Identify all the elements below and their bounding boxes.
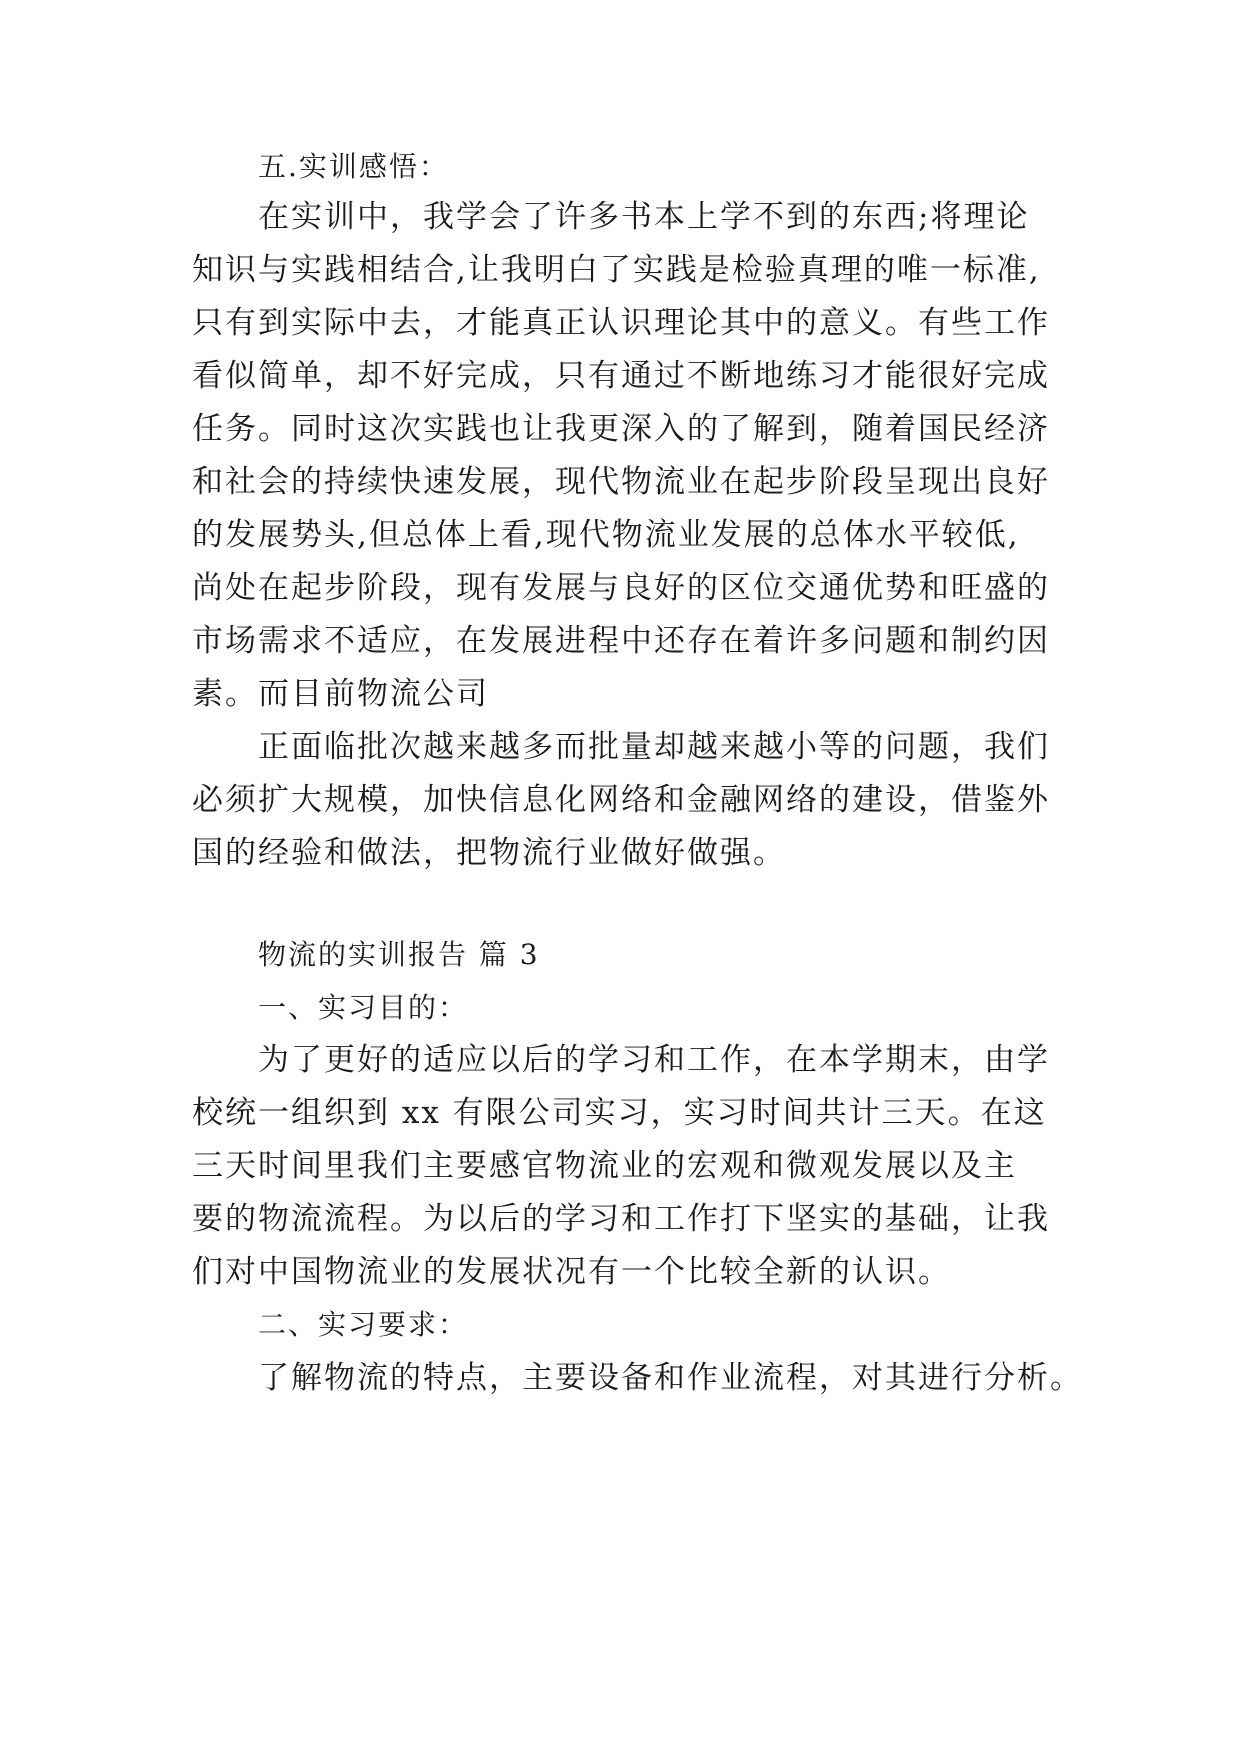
paragraph-line: 们对中国物流业的发展状况有一个比较全新的认识。 xyxy=(192,1254,951,1290)
paragraph-line: 知识与实践相结合,让我明白了实践是检验真理的唯一标准, xyxy=(192,252,1041,288)
paragraph-line: 三天时间里我们主要感官物流业的宏观和微观发展以及主 xyxy=(192,1148,1017,1184)
paragraph-line: 要的物流流程。为以后的学习和工作打下坚实的基础，让我 xyxy=(192,1201,1050,1237)
paragraph-line: 国的经验和做法，把物流行业做好做强。 xyxy=(192,835,786,871)
paragraph-line: 素。而目前物流公司 xyxy=(192,676,489,712)
paragraph-line: 的发展势头,但总体上看,现代物流业发展的总体水平较低, xyxy=(192,517,1020,553)
paragraph-line: 校统一组织到 xx 有限公司实习，实习时间共计三天。在这 xyxy=(192,1095,1047,1131)
paragraph-line: 为了更好的适应以后的学习和工作，在本学期末，由学 xyxy=(258,1042,1050,1078)
paragraph-line: 必须扩大规模，加快信息化网络和金融网络的建设，借鉴外 xyxy=(192,782,1050,818)
section-heading-5: 五.实训感悟： xyxy=(258,150,449,183)
paragraph-line: 只有到实际中去，才能真正认识理论其中的意义。有些工作 xyxy=(192,305,1050,341)
report-title: 物流的实训报告 篇 3 xyxy=(258,938,540,971)
paragraph-line: 在实训中，我学会了许多书本上学不到的东西;将理论 xyxy=(258,199,1030,235)
paragraph-line: 看似简单，却不好完成，只有通过不断地练习才能很好完成 xyxy=(192,358,1050,394)
paragraph-line: 和社会的持续快速发展，现代物流业在起步阶段呈现出良好 xyxy=(192,464,1050,500)
paragraph-line: 正面临批次越来越多而批量却越来越小等的问题，我们 xyxy=(258,729,1050,765)
paragraph-line: 尚处在起步阶段，现有发展与良好的区位交通优势和旺盛的 xyxy=(192,570,1050,606)
paragraph-line: 任务。同时这次实践也让我更深入的了解到，随着国民经济 xyxy=(192,411,1050,447)
section-heading-2: 二、实习要求： xyxy=(258,1308,469,1341)
paragraph-line: 了解物流的特点，主要设备和作业流程，对其进行分析。 xyxy=(258,1360,1083,1396)
paragraph-line: 市场需求不适应，在发展进程中还存在着许多问题和制约因 xyxy=(192,623,1050,659)
section-heading-1: 一、实习目的： xyxy=(258,991,469,1024)
